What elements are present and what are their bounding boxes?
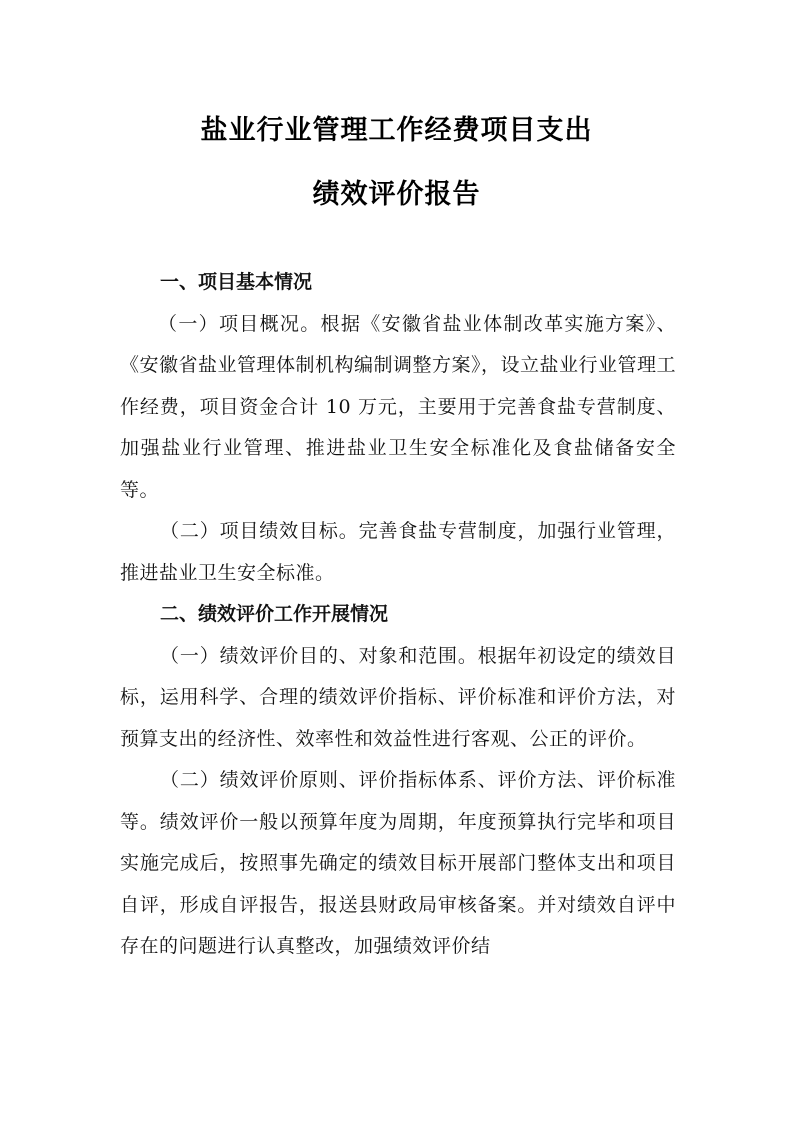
paragraph-project-overview: （一）项目概况。根据《安徽省盐业体制改革实施方案》、《安徽省盐业管理体制机构编制调整方案》，设立盐业行业管理工作经费，项目资金合计 10 万元，主要用于完善食盐专营制度、加强盐业行业管理、推进盐业卫生安全标准化及食盐储备安全等。 <box>120 312 677 501</box>
section-heading-project-basics: 一、项目基本情况 <box>160 271 313 293</box>
paragraph-performance-goals: （二）项目绩效目标。完善食盐专营制度，加强行业管理，推进盐业卫生安全标准。 <box>120 520 676 584</box>
paragraph-evaluation-purpose: （一）绩效评价目的、对象和范围。根据年初设定的绩效目标，运用科学、合理的绩效评价指标、评价标准和评价方法，对预算支出的经济性、效率性和效益性进行客观、公正的评价。 <box>120 644 676 750</box>
document-title-line-2: 绩效评价报告 <box>312 179 481 210</box>
document-title-line-1: 盐业行业管理工作经费项目支出 <box>200 115 593 146</box>
document-body <box>120 262 676 968</box>
section-heading-evaluation-work: 二、绩效评价工作开展情况 <box>160 603 389 625</box>
paragraph-evaluation-principles: （二）绩效评价原则、评价指标体系、评价方法、评价标准等。绩效评价一般以预算年度为周期，年度预算执行完毕和项目实施完成后，按照事先确定的绩效目标开展部门整体支出和项目自评，形成自评报告，报送县财政局审核备案。并对绩效自评中存在的问题进行认真整改，加强绩效评价结 <box>120 769 676 957</box>
